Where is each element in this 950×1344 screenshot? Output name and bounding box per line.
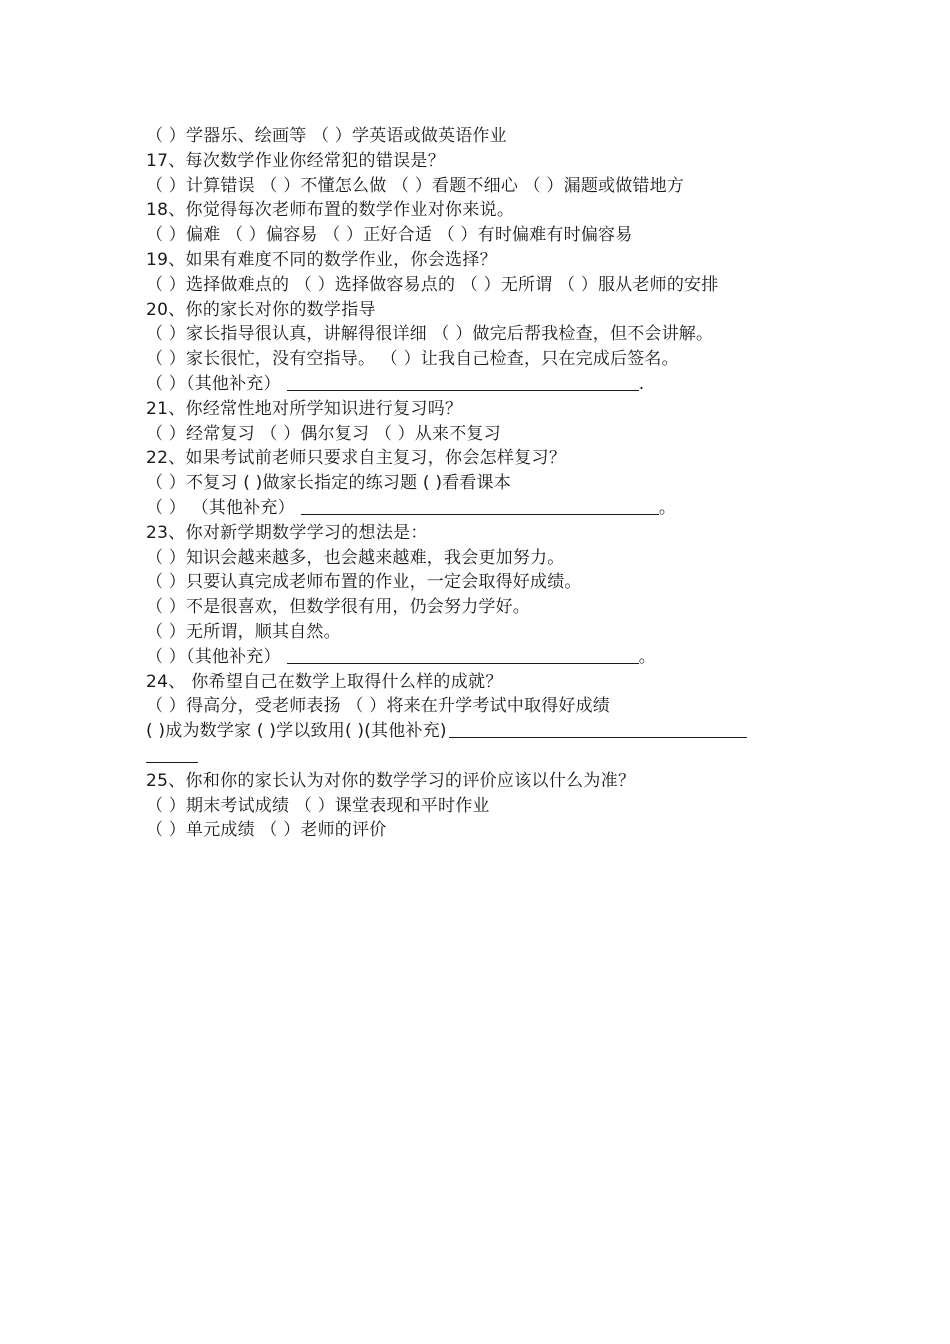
q22-other-line [146,496,826,521]
q20-question: 20、你的家长对你的数学指导 [146,299,376,320]
q18-options: （ ）偏难 （ ）偏容易 （ ）正好合适 （ ）有时偏难有时偏容易 [146,225,633,246]
q19-options: （ ）选择做难点的 （ ）选择做容易点的 （ ）无所谓 （ ）服从老师的安排 [146,274,719,295]
q22-options: （ ）不复习 ( )做家长指定的练习题 ( )看看课本 [146,473,511,494]
q21-question: 21、你经常性地对所学知识进行复习吗？ [146,398,463,419]
q23-other-label: （ ）（其他补充） [146,646,281,667]
q18-question: 18、你觉得每次老师布置的数学作业对你来说。 [146,200,515,221]
q24-other-line-cont [146,744,826,769]
q17-question: 17、每次数学作业你经常犯的错误是？ [146,150,446,171]
q23-option-1: （ ）知识会越来越多，也会越来越难，我会更加努力。 [146,547,565,568]
q20-other-line [146,372,826,397]
q20-options-2: （ ）家长很忙，没有空指导。 （ ）让我自己检查，只在完成后签名。 [146,349,679,370]
q23-option-4: （ ）无所谓，顺其自然。 [146,621,341,642]
q25-question: 25、你和你的家长认为对你的数学学习的评价应该以什么为准？ [146,770,636,791]
q20-other-blank[interactable] [287,374,639,391]
q23-other-blank[interactable] [287,647,639,664]
q24-other-blank-cont[interactable] [146,746,198,763]
q17-options: （ ）计算错误 （ ）不懂怎么做 （ ）看题不细心 （ ）漏题或做错地方 [146,175,685,196]
q23-other-line [146,645,826,670]
q24-options-1: （ ）得高分，受老师表扬 （ ）将来在升学考试中取得好成绩 [146,696,611,717]
q21-options: （ ）经常复习 （ ）偶尔复习 （ ）从来不复习 [146,423,501,444]
q23-other-end: 。 [638,646,656,667]
q24-other-blank[interactable] [449,721,747,738]
q22-other-label: （ ） （其他补充） [146,497,295,518]
q23-option-3: （ ）不是很喜欢，但数学很有用，仍会努力学好。 [146,597,531,618]
q24-question: 24、 你希望自己在数学上取得什么样的成就？ [146,671,503,692]
q22-other-blank[interactable] [301,498,659,515]
q24-other-line [146,719,826,744]
q25-options-1: （ ）期末考试成绩 （ ）课堂表现和平时作业 [146,795,490,816]
q19-question: 19、如果有难度不同的数学作业，你会选择？ [146,249,497,270]
q23-question: 23、你对新学期数学学习的想法是： [146,522,428,543]
q25-options-2: （ ）单元成绩 （ ）老师的评价 [146,820,387,841]
q20-options-1: （ ）家长指导很认真，讲解得很详细 （ ）做完后帮我检查，但不会讲解。 [146,324,714,345]
q22-question: 22、如果考试前老师只要求自主复习，你会怎样复习？ [146,448,567,469]
q16-options-cont: （ ）学器乐、绘画等 （ ）学英语或做英语作业 [146,126,507,146]
q23-option-2: （ ）只要认真完成老师布置的作业，一定会取得好成绩。 [146,572,582,593]
q24-other-label: ( )成为数学家 ( )学以致用( )(其他补充) [146,721,447,742]
q20-other-end: . [638,373,645,394]
questionnaire-page [146,124,826,843]
q22-other-end: 。 [658,497,677,518]
q20-other-label: （ ）（其他补充） [146,373,281,394]
